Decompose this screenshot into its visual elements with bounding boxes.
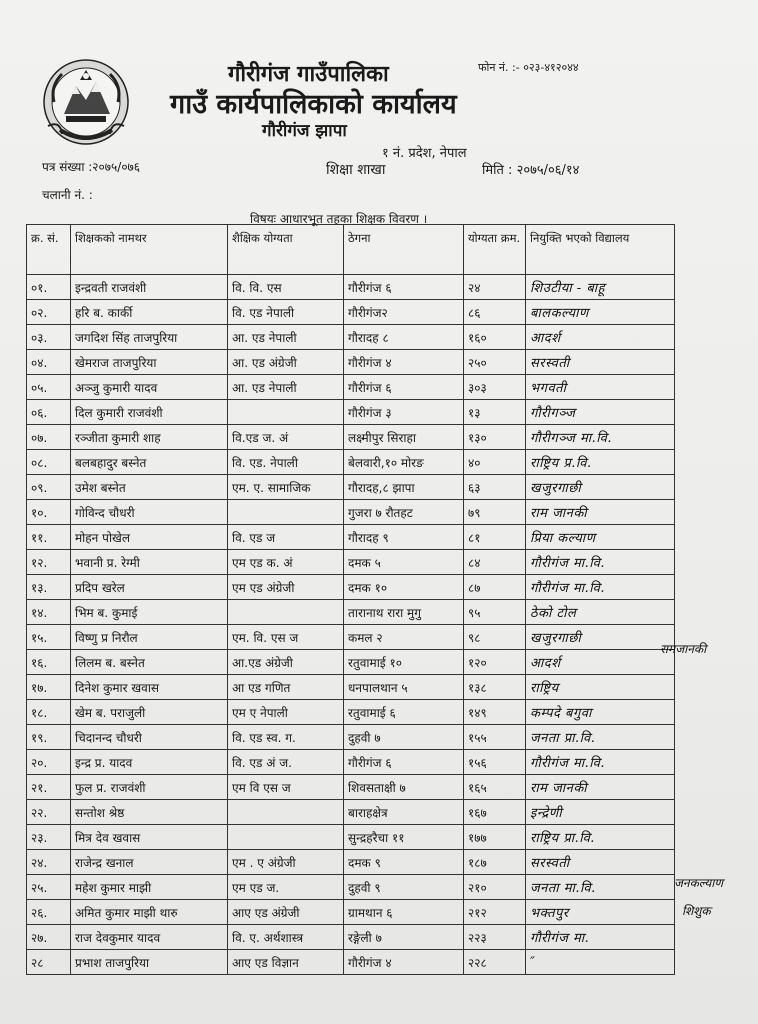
address-cell: गौरीगंज ६ xyxy=(344,750,464,775)
rank-cell: ९८ xyxy=(464,625,526,650)
teacher-name-cell: रञ्जीता कुमारी शाह xyxy=(71,425,228,450)
qualification-cell: वि. ए. अर्थशास्त्र xyxy=(228,925,344,950)
qualification-cell xyxy=(228,825,344,850)
qualification-cell: वि. एड स्व. ग. xyxy=(228,725,344,750)
address-cell: दमक ९ xyxy=(344,850,464,875)
qualification-cell: वि. एड. नेपाली xyxy=(228,450,344,475)
address-cell: गौरादह ९ xyxy=(344,525,464,550)
qualification-cell: आ. एड नेपाली xyxy=(228,325,344,350)
qualification-cell: वि. एड अं ज. xyxy=(228,750,344,775)
column-header: शैक्षिक योग्यता xyxy=(228,225,344,275)
teacher-name-cell: राज देवकुमार यादव xyxy=(71,925,228,950)
rank-cell: १८७ xyxy=(464,850,526,875)
serial-cell: ०५. xyxy=(27,375,71,400)
table-row xyxy=(27,275,675,300)
qualification-cell: आ. एड नेपाली xyxy=(228,375,344,400)
table-row xyxy=(27,450,675,475)
table-row xyxy=(27,850,675,875)
qualification-cell: आ.एड अंग्रेजी xyxy=(228,650,344,675)
school-cell: इन्द्रेणी xyxy=(526,800,675,825)
rank-cell: ४० xyxy=(464,450,526,475)
table-row xyxy=(27,775,675,800)
school-cell: गौरीगंज मा.वि. xyxy=(526,750,675,775)
rank-cell: ८४ xyxy=(464,550,526,575)
serial-cell: १३. xyxy=(27,575,71,600)
teacher-name-cell: खेम ब. पराजुली xyxy=(71,700,228,725)
teacher-name-cell: उमेश बस्नेत xyxy=(71,475,228,500)
table-row xyxy=(27,600,675,625)
rank-cell: १७७ xyxy=(464,825,526,850)
rank-cell: १४९ xyxy=(464,700,526,725)
qualification-cell: वि. एड ज xyxy=(228,525,344,550)
rank-cell: १५५ xyxy=(464,725,526,750)
qualification-cell: एम . ए अंग्रेजी xyxy=(228,850,344,875)
rank-cell: १६५ xyxy=(464,775,526,800)
table-row xyxy=(27,875,675,900)
school-cell: जनता मा.वि. xyxy=(526,875,675,900)
qualification-cell: एम वि एस ज xyxy=(228,775,344,800)
subject-line: विषयः आधारभूत तहका शिक्षक विवरण । xyxy=(250,212,428,226)
rank-cell: २५० xyxy=(464,350,526,375)
teacher-name-cell: इन्द्रवती राजवंशी xyxy=(71,275,228,300)
school-cell: गौरीगंज मा. xyxy=(526,925,675,950)
serial-cell: २७. xyxy=(27,925,71,950)
rank-cell: ७९ xyxy=(464,500,526,525)
serial-cell: १९. xyxy=(27,725,71,750)
school-cell: ″ xyxy=(526,950,675,975)
teacher-name-cell: भवानी प्र. रेग्मी xyxy=(71,550,228,575)
address-cell: तारानाथ रारा मुगु xyxy=(344,600,464,625)
school-cell: भगवती xyxy=(526,375,675,400)
table-row xyxy=(27,400,675,425)
column-header: शिक्षकको नामथर xyxy=(71,225,228,275)
address-cell: रतुवामाई ६ xyxy=(344,700,464,725)
school-cell: राष्ट्रिय प्रा.वि. xyxy=(526,825,675,850)
school-cell: जनता प्रा.वि. xyxy=(526,725,675,750)
school-cell: आदर्श xyxy=(526,650,675,675)
school-cell: खजुरगाछी xyxy=(526,625,675,650)
rank-cell: ८६ xyxy=(464,300,526,325)
teacher-name-cell: इन्द्र प्र. यादव xyxy=(71,750,228,775)
rank-cell: ६३ xyxy=(464,475,526,500)
school-cell: कम्पदे बगुवा xyxy=(526,700,675,725)
teacher-name-cell: मोहन पोखेल xyxy=(71,525,228,550)
table-row xyxy=(27,750,675,775)
address-cell: रतुवामाई १० xyxy=(344,650,464,675)
teacher-name-cell: मित्र देव खवास xyxy=(71,825,228,850)
qualification-cell: एम एड क. अं xyxy=(228,550,344,575)
table-row xyxy=(27,700,675,725)
qualification-cell xyxy=(228,600,344,625)
column-header: क्र. सं. xyxy=(27,225,71,275)
address-cell: शिवसताक्षी ७ xyxy=(344,775,464,800)
rank-cell: ८७ xyxy=(464,575,526,600)
rank-cell: ८१ xyxy=(464,525,526,550)
qualification-cell: वि.एड ज. अं xyxy=(228,425,344,450)
teacher-name-cell: अमित कुमार माझी थारु xyxy=(71,900,228,925)
serial-cell: ११. xyxy=(27,525,71,550)
table-row xyxy=(27,475,675,500)
rank-cell: १६७ xyxy=(464,800,526,825)
serial-cell: १५. xyxy=(27,625,71,650)
rank-cell: १५६ xyxy=(464,750,526,775)
address-cell: गौरीगंज ३ xyxy=(344,400,464,425)
address-cell: बाराहक्षेत्र xyxy=(344,800,464,825)
school-cell: गौरीगंज मा.वि. xyxy=(526,550,675,575)
table-row xyxy=(27,575,675,600)
serial-cell: २३. xyxy=(27,825,71,850)
handwritten-note: जनकल्याण xyxy=(674,876,724,890)
table-row xyxy=(27,525,675,550)
serial-cell: १८. xyxy=(27,700,71,725)
rank-cell: २१२ xyxy=(464,900,526,925)
serial-cell: २६. xyxy=(27,900,71,925)
rank-cell: २१० xyxy=(464,875,526,900)
rank-cell: ९५ xyxy=(464,600,526,625)
address-cell: लक्ष्मीपुर सिराहा xyxy=(344,425,464,450)
table-row xyxy=(27,650,675,675)
school-cell: खजुरगाछी xyxy=(526,475,675,500)
teacher-name-cell: सन्तोश श्रेष्ठ xyxy=(71,800,228,825)
teacher-name-cell: हरि ब. कार्की xyxy=(71,300,228,325)
serial-cell: ०४. xyxy=(27,350,71,375)
table-row xyxy=(27,350,675,375)
handwritten-note: शिशुक xyxy=(682,904,711,918)
qualification-cell: वि. एड नेपाली xyxy=(228,300,344,325)
serial-cell: ०९. xyxy=(27,475,71,500)
school-cell: आदर्श xyxy=(526,325,675,350)
teacher-name-cell: बलबहादुर बस्नेत xyxy=(71,450,228,475)
rank-cell: १६० xyxy=(464,325,526,350)
table-row xyxy=(27,300,675,325)
address-cell: गौरीगंज ६ xyxy=(344,375,464,400)
table-row xyxy=(27,675,675,700)
serial-cell: १६. xyxy=(27,650,71,675)
teacher-name-cell: जगदिश सिंह ताजपुरिया xyxy=(71,325,228,350)
table-row xyxy=(27,375,675,400)
school-cell: गौरीगञ्ज मा.वि. xyxy=(526,425,675,450)
qualification-cell: आए एड विज्ञान xyxy=(228,950,344,975)
qualification-cell: एम ए नेपाली xyxy=(228,700,344,725)
teacher-name-cell: खेमराज ताजपुरिया xyxy=(71,350,228,375)
table-row xyxy=(27,900,675,925)
qualification-cell: एम. ए. सामाजिक xyxy=(228,475,344,500)
serial-cell: ०८. xyxy=(27,450,71,475)
letter-date: मिति : २०७५/०६/१४ xyxy=(482,163,580,178)
qualification-cell: एम. वि. एस ज xyxy=(228,625,344,650)
address-cell: गौरीगंज२ xyxy=(344,300,464,325)
address-cell: बेलवारी,१० मोरङ xyxy=(344,450,464,475)
address-cell: गौरीगंज ६ xyxy=(344,275,464,300)
serial-cell: १७. xyxy=(27,675,71,700)
school-cell: ठेको टोल xyxy=(526,600,675,625)
rank-cell: २२३ xyxy=(464,925,526,950)
qualification-cell: वि. वि. एस xyxy=(228,275,344,300)
phone-number: फोन नं. :- ०२३-४१२०४४ xyxy=(478,61,579,74)
school-cell: राम जानकी xyxy=(526,775,675,800)
teacher-name-cell: अञ्जु कुमारी यादव xyxy=(71,375,228,400)
address-cell: दुहवी ७ xyxy=(344,725,464,750)
rank-cell: १२० xyxy=(464,650,526,675)
table-row xyxy=(27,925,675,950)
qualification-cell: आ एड गणित xyxy=(228,675,344,700)
address-cell: ग्रामथान ६ xyxy=(344,900,464,925)
school-cell: गौरीगञ्ज xyxy=(526,400,675,425)
school-cell: गौरीगंज मा.वि. xyxy=(526,575,675,600)
school-cell: सरस्वती xyxy=(526,350,675,375)
branch-name: शिक्षा शाखा xyxy=(326,162,386,178)
address-cell: दमक ५ xyxy=(344,550,464,575)
teacher-name-cell: लिलम ब. बस्नेत xyxy=(71,650,228,675)
rank-cell: २४ xyxy=(464,275,526,300)
teacher-name-cell: गोविन्द चौधरी xyxy=(71,500,228,525)
teacher-name-cell: दिल कुमारी राजवंशी xyxy=(71,400,228,425)
serial-cell: ०७. xyxy=(27,425,71,450)
address-cell: गौरीगंज ४ xyxy=(344,950,464,975)
serial-cell: १४. xyxy=(27,600,71,625)
qualification-cell: एम एड अंग्रेजी xyxy=(228,575,344,600)
table-row xyxy=(27,825,675,850)
address-cell: सुन्द्रहरैचा ११ xyxy=(344,825,464,850)
dispatch-number: चलानी नं. : xyxy=(42,188,93,202)
qualification-cell: आए एड अंग्रेजी xyxy=(228,900,344,925)
school-cell: राष्ट्रिय प्र.वि. xyxy=(526,450,675,475)
rank-cell: १३० xyxy=(464,425,526,450)
nepal-emblem-icon xyxy=(40,56,132,148)
teacher-name-cell: महेश कुमार माझी xyxy=(71,875,228,900)
table-header-row xyxy=(27,225,675,275)
teacher-name-cell: प्रदिप खरेल xyxy=(71,575,228,600)
school-cell: सरस्वती xyxy=(526,850,675,875)
handwritten-note: रामजानकी xyxy=(660,642,707,656)
school-cell: शिउटीया - बाहू xyxy=(526,275,675,300)
teacher-name-cell: दिनेश कुमार खवास xyxy=(71,675,228,700)
serial-cell: ०२. xyxy=(27,300,71,325)
qualification-cell xyxy=(228,400,344,425)
school-cell: राम जानकी xyxy=(526,500,675,525)
rank-cell: १३८ xyxy=(464,675,526,700)
serial-cell: ०३. xyxy=(27,325,71,350)
address-cell: रङ्गेली ७ xyxy=(344,925,464,950)
teacher-table xyxy=(26,224,675,975)
teacher-name-cell: चिदानन्द चौधरी xyxy=(71,725,228,750)
table-row xyxy=(27,725,675,750)
teacher-name-cell: प्रभाश ताजपुरिया xyxy=(71,950,228,975)
table-row xyxy=(27,550,675,575)
column-header: योग्यता क्रम. xyxy=(464,225,526,275)
serial-cell: २१. xyxy=(27,775,71,800)
teacher-name-cell: राजेन्द्र खनाल xyxy=(71,850,228,875)
rank-cell: २२८ xyxy=(464,950,526,975)
school-cell: राष्ट्रिय xyxy=(526,675,675,700)
table-row xyxy=(27,425,675,450)
serial-cell: १२. xyxy=(27,550,71,575)
teacher-name-cell: विष्णु प्र निरौल xyxy=(71,625,228,650)
rank-cell: ३०३ xyxy=(464,375,526,400)
table-row xyxy=(27,950,675,975)
serial-cell: ०१. xyxy=(27,275,71,300)
table-row xyxy=(27,625,675,650)
teacher-name-cell: भिम ब. कुमाई xyxy=(71,600,228,625)
qualification-cell xyxy=(228,500,344,525)
serial-cell: २०. xyxy=(27,750,71,775)
province-line: १ नं. प्रदेश, नेपाल xyxy=(382,146,467,161)
school-cell: भक्तपुर xyxy=(526,900,675,925)
serial-cell: २२. xyxy=(27,800,71,825)
qualification-cell: एम एड ज. xyxy=(228,875,344,900)
rank-cell: १३ xyxy=(464,400,526,425)
address-cell: गौरादह ८ xyxy=(344,325,464,350)
address-cell: दुहवी ९ xyxy=(344,875,464,900)
address-cell: धनपालथान ५ xyxy=(344,675,464,700)
municipality-name: गौरीगंज गाउँपालिका xyxy=(228,62,389,87)
table-row xyxy=(27,800,675,825)
address-cell: कमल २ xyxy=(344,625,464,650)
office-location: गौरीगंज झापा xyxy=(262,121,347,141)
school-cell: बालकल्याण xyxy=(526,300,675,325)
address-cell: गुजरा ७ रौतहट xyxy=(344,500,464,525)
school-cell: प्रिया कल्याण xyxy=(526,525,675,550)
serial-cell: १०. xyxy=(27,500,71,525)
reference-number: पत्र संख्या :२०७५/०७६ xyxy=(42,160,141,174)
address-cell: दमक १० xyxy=(344,575,464,600)
qualification-cell xyxy=(228,800,344,825)
address-cell: गौरादह,८ झापा xyxy=(344,475,464,500)
serial-cell: २५. xyxy=(27,875,71,900)
table-row xyxy=(27,325,675,350)
office-name: गाउँ कार्यपालिकाको कार्यालय xyxy=(170,89,457,120)
qualification-cell: आ. एड अंग्रेजी xyxy=(228,350,344,375)
address-cell: गौरीगंज ४ xyxy=(344,350,464,375)
serial-cell: २८ xyxy=(27,950,71,975)
column-header: ठेगना xyxy=(344,225,464,275)
table-row xyxy=(27,500,675,525)
serial-cell: ०६. xyxy=(27,400,71,425)
teacher-name-cell: फुल प्र. राजवंशी xyxy=(71,775,228,800)
column-header: नियुक्ति भएको विद्यालय xyxy=(526,225,675,275)
serial-cell: २४. xyxy=(27,850,71,875)
